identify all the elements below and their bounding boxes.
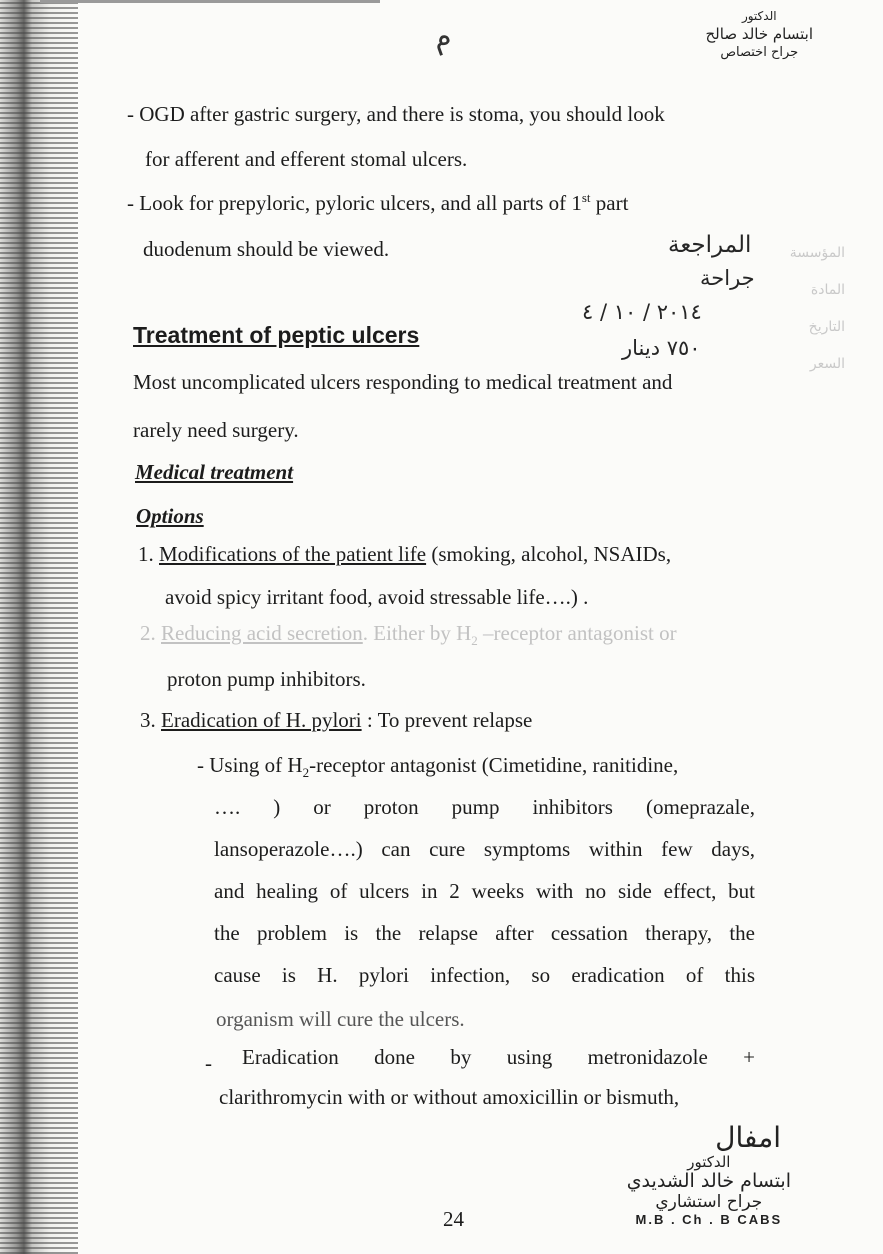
options-label: Options <box>136 504 204 528</box>
intro-line-2: rarely need surgery. <box>133 418 299 442</box>
text-span: - Look for prepyloric, pyloric ulcers, and all parts of 1 <box>127 191 582 215</box>
header-role: جراح اختصاص <box>720 45 799 61</box>
handwritten-note-line-1: المراجعة <box>668 232 752 258</box>
arabic-header-stamp <box>706 8 814 62</box>
stamp-handwriting: امفال <box>715 1121 781 1154</box>
option-text: (smoking, alcohol, NSAIDs, <box>426 542 672 566</box>
scan-top-edge <box>40 0 380 3</box>
bullet-ogd-line-2: for afferent and efferent stomal ulcers. <box>145 147 468 171</box>
page-number: 24 <box>443 1207 464 1231</box>
faded-stamp-line: السعر <box>809 356 845 372</box>
medical-treatment-subheading: Medical treatment <box>135 460 294 484</box>
handwritten-note-line-3: ٢٠١٤ / ١٠ / ٤ <box>582 300 702 324</box>
handwritten-note-line-2: جراحة <box>700 266 755 290</box>
stamp-degrees: M.B . Ch . B CABS <box>635 1211 783 1227</box>
option-text: –receptor antagonist or <box>477 621 677 645</box>
text-span: -receptor antagonist (Cimetidine, ranitidine, <box>309 753 679 777</box>
header-title: الدكتور <box>741 9 777 23</box>
section-heading: Treatment of peptic ulcers <box>133 322 420 348</box>
option-2-line-2: proton pump inhibitors. <box>167 667 366 691</box>
option-number: 3. <box>140 708 156 732</box>
option-title: Reducing acid secretion <box>161 621 363 645</box>
option-text: : To prevent relapse <box>361 708 533 732</box>
text-span: - Using of H <box>197 753 303 777</box>
eradication-bullet-2-dash: - <box>205 1051 212 1075</box>
eradication-bullet-2-line-2: clarithromycin with or without amoxicillin or bismuth, <box>219 1085 680 1109</box>
option-title: Modifications of the patient life <box>159 542 427 566</box>
bullet-prepyloric-line-2: duodenum should be viewed. <box>143 237 390 261</box>
intro-line-1: Most uncomplicated ulcers responding to medical treatment and <box>133 370 673 394</box>
corner-handwritten-mark: م <box>426 17 457 58</box>
bullet-prepyloric-line-1 <box>127 190 628 216</box>
stamp-role: جراح استشاري <box>655 1192 763 1213</box>
option-1-line-2: avoid spicy irritant food, avoid stressable life….) . <box>165 585 589 609</box>
option-number: 1. <box>138 542 154 566</box>
eradication-bullet-1-line: the problem is the relapse after cessation therapy, the <box>214 921 755 945</box>
option-2-line-1 <box>140 621 677 649</box>
faded-library-stamp <box>780 235 845 383</box>
eradication-bullet-1-line-1 <box>197 753 678 781</box>
eradication-bullet-1-last-line: organism will cure the ulcers. <box>216 1007 465 1031</box>
option-3-line-1 <box>140 708 532 733</box>
option-text: . Either by H <box>362 621 472 645</box>
header-name: ابتسام خالد صالح <box>705 25 813 44</box>
text-span: part <box>590 191 629 215</box>
stamp-title: الدكتور <box>687 1153 731 1172</box>
subscript: 2 <box>302 765 310 781</box>
bullet-ogd-line-1: - OGD after gastric surgery, and there is stoma, you should look <box>127 102 665 126</box>
faded-stamp-line: المؤسسة <box>789 245 845 261</box>
handwritten-note-line-4: ٧٥٠ دينار <box>622 336 701 360</box>
stamp-name: ابتسام خالد الشديدي <box>626 1170 791 1193</box>
option-number: 2. <box>140 621 156 645</box>
faded-stamp-line: التاريخ <box>808 319 845 335</box>
scan-binding-edge <box>0 0 78 1254</box>
eradication-bullet-1-line: cause is H. pylori infection, so eradication of this <box>214 963 755 987</box>
eradication-bullet-1-line: lansoperazole….) can cure symptoms within few days, <box>214 837 755 861</box>
superscript: st <box>581 190 591 205</box>
option-1-line-1 <box>138 542 671 567</box>
eradication-bullet-1-line: …. ) or proton pump inhibitors (omeprazale, <box>214 795 755 819</box>
subscript: 2 <box>471 633 478 649</box>
option-title: Eradication of H. pylori <box>161 708 362 732</box>
eradication-bullet-1-line: and healing of ulcers in 2 weeks with no side effect, but <box>214 879 755 903</box>
bottom-doctor-stamp <box>627 1122 791 1228</box>
faded-stamp-line: المادة <box>810 282 845 298</box>
eradication-bullet-2-line-1: Eradication done by using metronidazole + <box>242 1045 755 1069</box>
